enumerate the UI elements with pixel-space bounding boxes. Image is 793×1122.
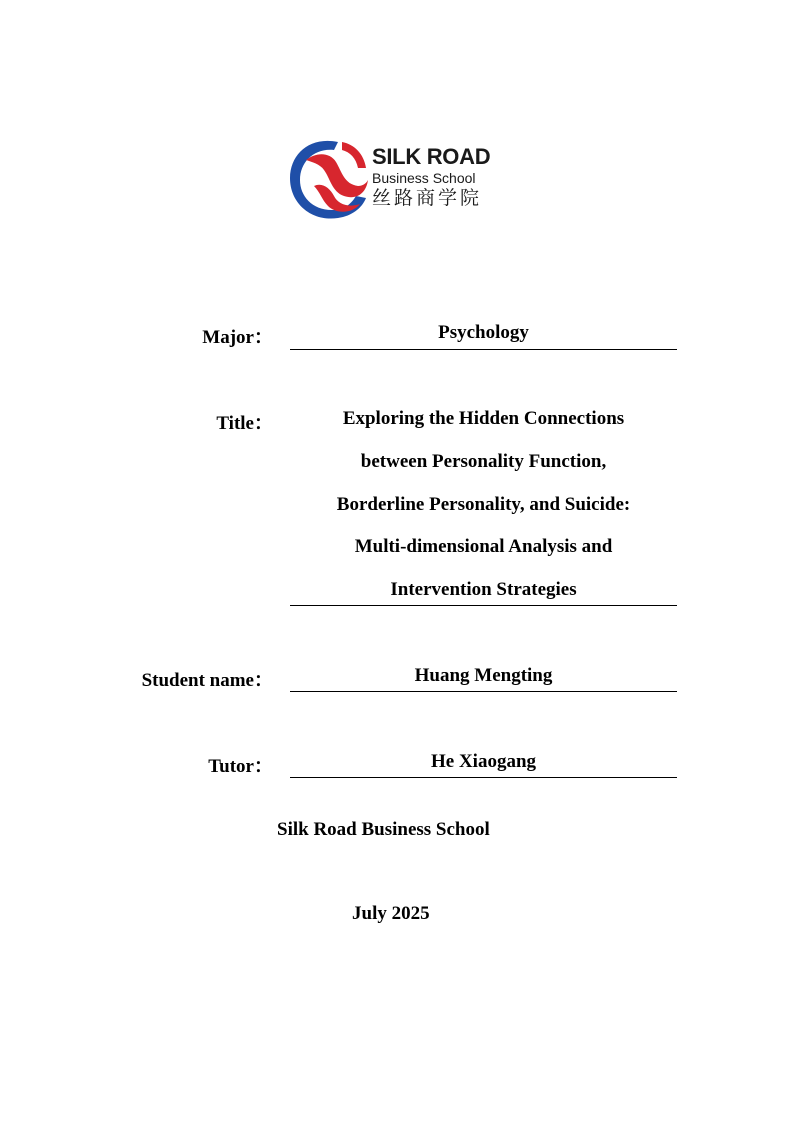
major-underline: [290, 349, 677, 350]
logo-name-en: SILK ROAD: [372, 144, 491, 169]
logo-subtitle-en: Business School: [372, 170, 476, 186]
student-name-underline: [290, 691, 677, 692]
title-line-4: Multi-dimensional Analysis and: [354, 536, 613, 557]
school-name: Silk Road Business School: [277, 819, 490, 840]
title-line-2: between Personality Function,: [360, 451, 607, 472]
tutor-label: Tutor：: [208, 756, 273, 777]
logo-name-cn: 丝路商学院: [372, 187, 483, 209]
title-line-1: Exploring the Hidden Connections: [342, 408, 625, 429]
major-label: Major：: [202, 327, 273, 348]
school-logo: [286, 134, 522, 226]
tutor-value: He Xiaogang: [430, 751, 537, 772]
student-name-value: Huang Mengting: [414, 665, 553, 686]
title-underline: [290, 605, 677, 606]
submission-date: July 2025: [352, 903, 430, 924]
student-name-label: Student name：: [141, 670, 273, 691]
silk-road-emblem-icon: [286, 134, 370, 226]
title-line-5: Intervention Strategies: [390, 579, 577, 600]
title-line-3: Borderline Personality, and Suicide:: [336, 494, 631, 515]
tutor-underline: [290, 777, 677, 778]
major-value: Psychology: [438, 322, 529, 343]
title-label: Title：: [216, 413, 273, 434]
